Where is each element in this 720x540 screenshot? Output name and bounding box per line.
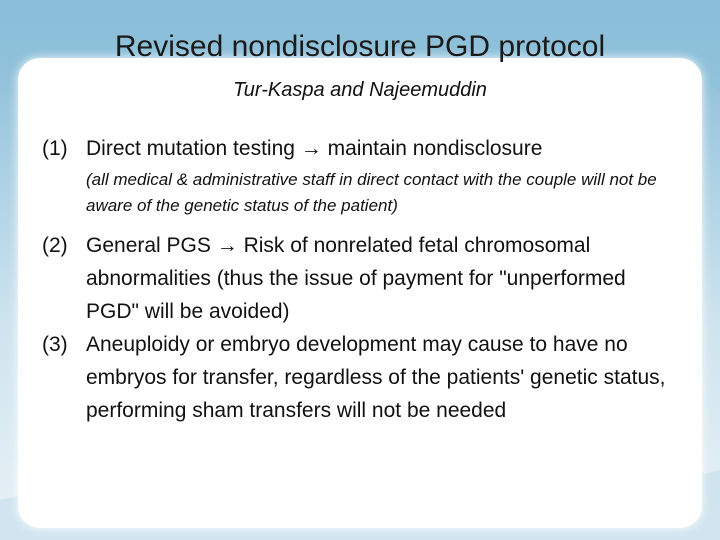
- slide-title: Revised nondisclosure PGD protocol: [114, 30, 606, 63]
- item-text: [86, 132, 682, 165]
- item-text: [86, 229, 682, 328]
- item-text-before: General PGS: [86, 234, 217, 257]
- right-arrow-icon: →: [300, 137, 322, 160]
- list-item-2: [42, 229, 682, 328]
- list-item-3: [42, 328, 682, 427]
- item-text: Aneuploidy or embryo development may cause to have no embryos for transfer, regardless of the patients' genetic status, performing sham transfers will not be needed: [86, 333, 666, 422]
- item-number: (1): [42, 137, 68, 160]
- list-item-1: [42, 132, 682, 165]
- right-arrow-icon: →: [216, 234, 238, 257]
- item-text-after: Risk of nonrelated fetal chromosomal abnormalities (thus the issue of payment for "unperformed PGD" will be avoided): [86, 234, 626, 323]
- item-text-before: Direct mutation testing: [86, 137, 301, 160]
- item-text-after: maintain nondisclosure: [321, 137, 543, 160]
- item-number: (3): [42, 333, 68, 356]
- slide-body: [42, 132, 682, 427]
- item-note: (all medical & administrative staff in direct contact with the couple will not be aware of the genetic status of the patient): [86, 170, 657, 215]
- slide-subtitle: Tur-Kaspa and Najeemuddin: [233, 79, 487, 101]
- item-number: (2): [42, 234, 68, 257]
